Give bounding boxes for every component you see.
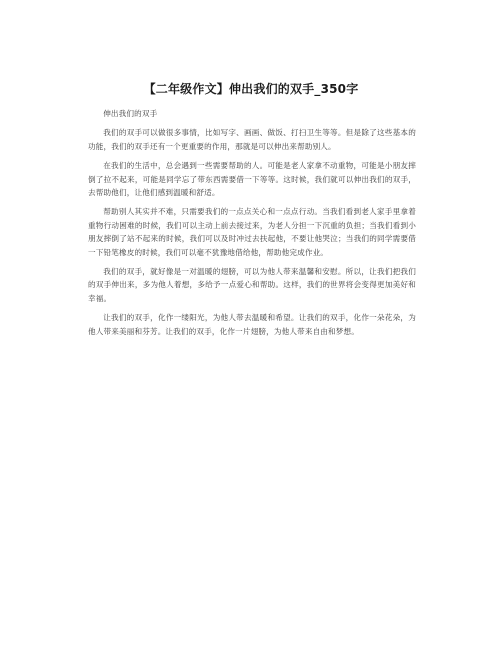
paragraph-4: 我们的双手，就好像是一对温暖的翅膀，可以为他人带来温馨和安慰。所以，让我们把我们的双手伸出来，多为他人着想，多给予一点爱心和帮助。这样，我们的世界将会变得更加美好和幸福。 bbox=[88, 267, 416, 303]
paragraph-3: 帮助别人其实并不难，只需要我们的一点点关心和一点点行动。当我们看到老人家手里拿着重物行动困难的时候，我们可以主动上前去接过来，为老人分担一下沉重的负担；当我们看到小朋友摔倒了站不起来的时候，我们可以及时冲过去扶起他，不要让他哭泣；当我们的同学需要借一下铅笔橡皮的时候，我们可以毫不犹豫地借给他，帮助他完成作业。 bbox=[88, 207, 416, 257]
subtitle-paragraph: 伸出我们的双手 bbox=[103, 109, 158, 118]
paragraph-1: 我们的双手可以做很多事情，比如写字、画画、做饭、打扫卫生等等。但是除了这些基本的功能，我们的双手还有一个更重要的作用，那就是可以伸出来帮助别人。 bbox=[88, 128, 416, 151]
paragraph-2: 在我们的生活中，总会遇到一些需要帮助的人。可能是老人家拿不动重物，可能是小朋友摔倒了拉不起来，可能是同学忘了带东西需要借一下等等。这时候，我们就可以伸出我们的双手，去帮助他们，让他们感到温暖和舒适。 bbox=[88, 161, 416, 198]
document-body bbox=[88, 107, 416, 344]
document-title: 【二年级作文】伸出我们的双手_350字 bbox=[143, 82, 359, 96]
paragraph-5: 让我们的双手，化作一缕阳光，为他人带去温暖和希望。让我们的双手，化作一朵花朵，为他人带来美丽和芬芳。让我们的双手，化作一片翅膀，为他人带来自由和梦想。 bbox=[88, 313, 416, 336]
